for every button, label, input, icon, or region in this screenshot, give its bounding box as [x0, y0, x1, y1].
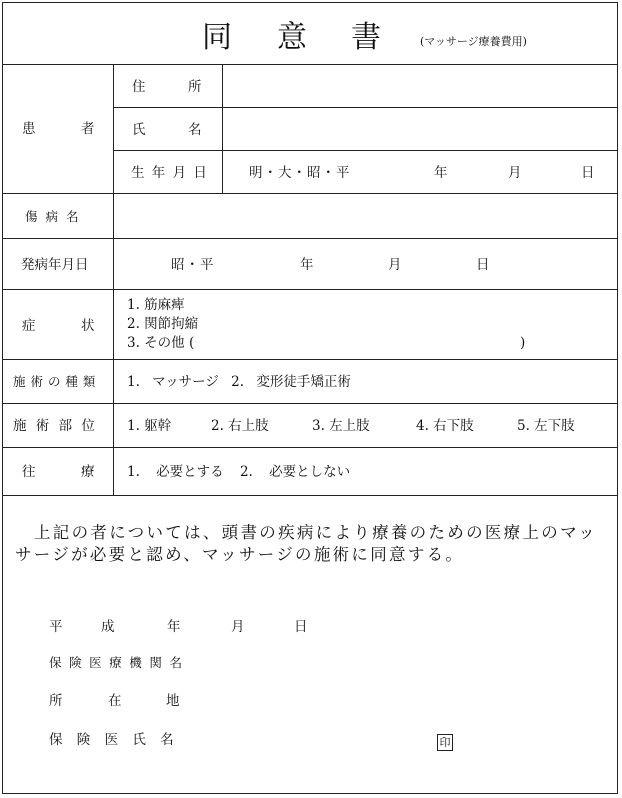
- rule-address: [113, 107, 617, 108]
- onset-day: 日: [476, 257, 490, 273]
- house-call-label-2: 療: [81, 464, 95, 480]
- patient-label-2: 者: [81, 121, 95, 137]
- doctor-label: 保 険 医 氏 名: [49, 732, 179, 748]
- rule-disease: [3, 238, 617, 239]
- rule-name: [113, 150, 617, 151]
- seal-box: 印: [437, 734, 453, 751]
- treatment-type-label: 施 術 の 種 類: [13, 374, 96, 389]
- treatment-type-options: 1. マッサージ 2. 変形徒手矯正術: [127, 374, 351, 390]
- consent-statement: 上記の者については、頭書の疾病により療養のための医療上のマッサージが必要と認め、マッサージの施術に同意する。: [15, 523, 598, 564]
- date-char-2: 成: [101, 619, 115, 635]
- date-char-5: 日: [294, 619, 308, 635]
- treatment-site-label: 施 術 部 位: [13, 418, 98, 434]
- birth-label: 生 年 月 日: [131, 165, 209, 181]
- rule-onset: [3, 289, 617, 290]
- rule-patient: [3, 193, 617, 194]
- symptom-item-2: 2. 関節拘縮: [127, 316, 199, 332]
- title-char-3: 書: [351, 20, 381, 55]
- symptom-item-1: 1. 筋麻痺: [127, 297, 185, 313]
- birth-year: 年: [434, 165, 448, 181]
- rule-treatment-type: [3, 403, 617, 404]
- patient-label-1: 患: [22, 121, 36, 137]
- name-label-1: 氏: [132, 122, 146, 138]
- onset-eras: 昭・平: [171, 257, 215, 273]
- treatment-site-option-3: 3. 左上肢: [312, 418, 370, 434]
- treatment-site-option-2: 2. 右上肢: [211, 418, 269, 434]
- rule-treatment-site: [3, 447, 617, 448]
- treatment-site-option-4: 4. 右下肢: [416, 418, 474, 434]
- treatment-site-option-5: 5. 左下肢: [517, 418, 575, 434]
- title-char-1: 同: [202, 20, 232, 55]
- onset-month: 月: [388, 257, 402, 273]
- rule-under-title: [3, 64, 617, 65]
- treatment-site-option-1: 1. 躯幹: [127, 418, 172, 434]
- date-char-1: 平: [49, 619, 63, 635]
- location-char-3: 地: [166, 693, 180, 709]
- birth-month: 月: [508, 165, 522, 181]
- location-char-1: 所: [49, 693, 63, 709]
- rule-label-column: [113, 64, 114, 495]
- address-label-2: 所: [188, 79, 202, 95]
- date-char-3: 年: [167, 619, 181, 635]
- institution-label: 保 険 医 療 機 関 名: [49, 655, 184, 670]
- symptom-item-3: 3. その他 (: [127, 335, 195, 351]
- symptoms-label-2: 状: [81, 318, 95, 334]
- date-char-4: 月: [231, 619, 245, 635]
- name-label-2: 名: [188, 122, 202, 138]
- rule-symptoms: [3, 359, 617, 360]
- title-char-2: 意: [277, 20, 307, 55]
- onset-label: 発病年月日: [21, 257, 89, 273]
- birth-eras: 明・大・昭・平: [249, 165, 351, 181]
- onset-year: 年: [300, 257, 314, 273]
- title-subtitle: (マッサージ療養費用): [420, 35, 527, 48]
- birth-day: 日: [581, 165, 595, 181]
- rule-subfield-column: [222, 64, 223, 193]
- symptom-close-paren: ): [520, 335, 526, 351]
- house-call-options: 1. 必要とする 2. 必要としない: [127, 464, 351, 480]
- consent-form: [2, 2, 618, 794]
- location-char-2: 在: [108, 693, 122, 709]
- rule-house-call: [3, 495, 617, 496]
- house-call-label-1: 往: [22, 464, 36, 480]
- disease-label: 傷 病 名: [25, 209, 81, 224]
- address-label-1: 住: [132, 79, 146, 95]
- symptoms-label-1: 症: [22, 318, 36, 334]
